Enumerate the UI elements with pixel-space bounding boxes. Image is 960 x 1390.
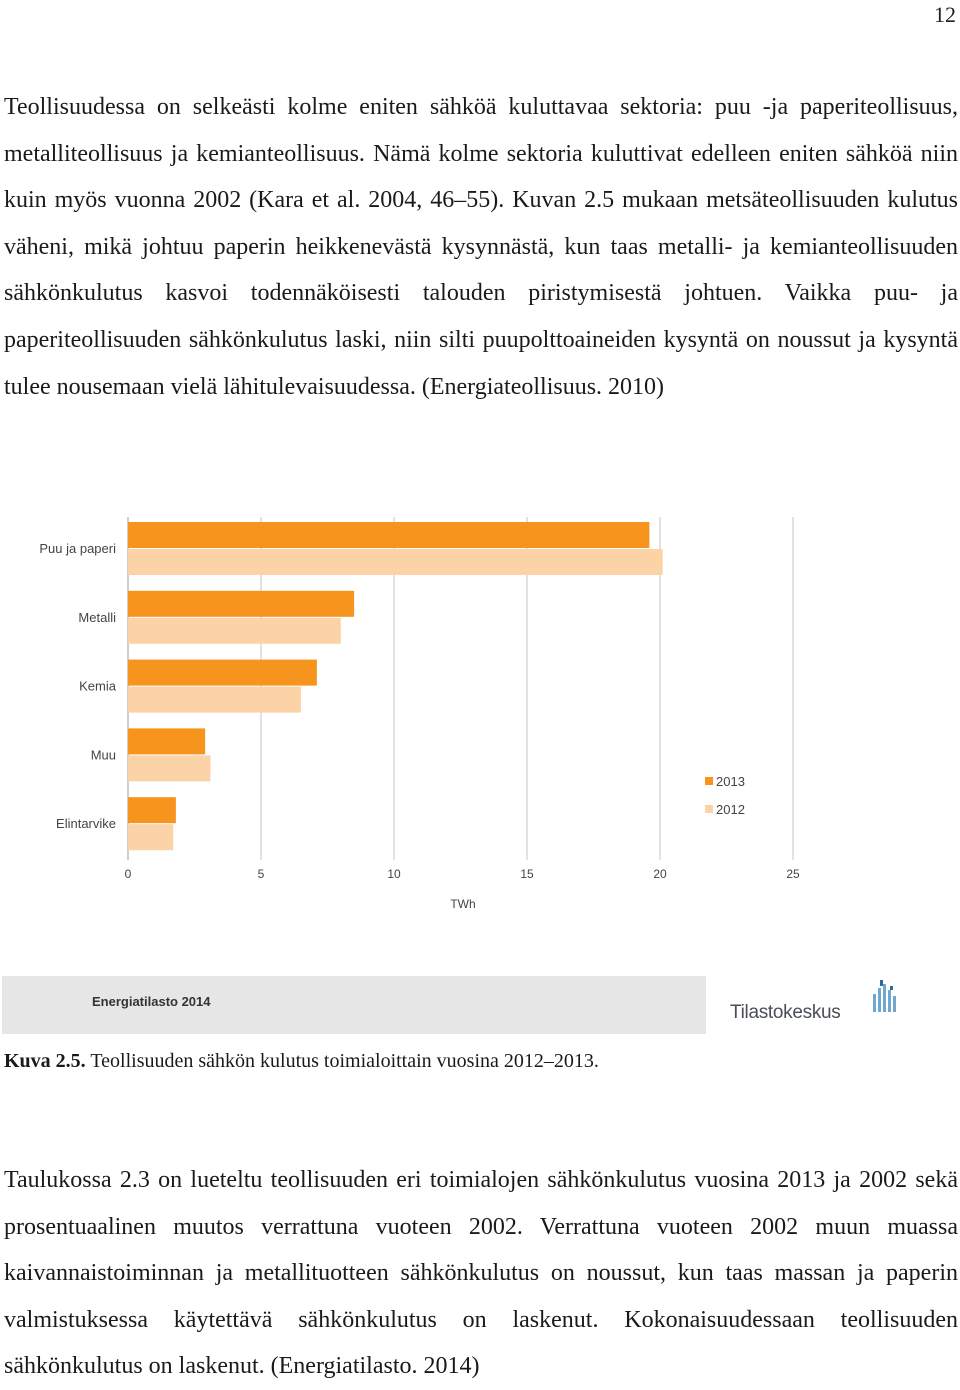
bar-chart xyxy=(0,505,960,945)
bar-2012 xyxy=(128,687,301,713)
chart-source: Energiatilasto 2014 xyxy=(92,994,211,1009)
category-label: Metalli xyxy=(78,609,116,625)
legend-swatch xyxy=(705,777,713,785)
x-tick-label: 15 xyxy=(520,867,534,881)
bar-2012 xyxy=(128,824,173,850)
page-number: 12 xyxy=(934,2,956,27)
figure-caption xyxy=(4,1050,599,1073)
bar-2013 xyxy=(128,797,176,823)
x-tick-label: 20 xyxy=(653,867,667,881)
bar-2013 xyxy=(128,522,649,548)
x-tick-label: 0 xyxy=(124,867,132,881)
category-label: Elintarvike xyxy=(56,816,116,832)
tilastokeskus-logo xyxy=(730,980,900,1026)
paragraph-intro: Teollisuudessa on selkeästi kolme eniten sähköä kuluttavaa sektoria: puu -ja paperiteollisuus, metalliteollisuus ja kemianteollisuus. Nämä kolme sektoria kuluttivat edelleen eniten sähköä niin kuin myös vuonna 2002 (Kara et al. 2004, 46–55). Kuvan 2.5 mukaan metsäteollisuuden kulutus väheni, mikä johtuu paperin heikkenevästä kysynnästä, kun taas metalli- ja kemianteollisuuden sähkönkulutus kasvoi todennäköisesti talouden piristymisestä johtuen. Vaikka puu- ja paperiteollisuuden sähkönkulutus laski, niin silti puupolttoaineiden kysyntä on noussut ja kysyntä tulee nousemaan vielä lähitulevaisuudessa. (Energiateollisuus. 2010) xyxy=(4,94,958,400)
x-tick-label: 10 xyxy=(387,867,401,881)
caption-text: Teollisuuden sähkön kulutus toimialoittain vuosina 2012–2013. xyxy=(85,1050,599,1072)
legend-swatch xyxy=(705,805,713,813)
category-label: Puu ja paperi xyxy=(39,541,116,556)
category-label: Muu xyxy=(90,747,116,763)
logo-text: Tilastokeskus xyxy=(730,1002,841,1023)
bar-2012 xyxy=(128,755,210,781)
paragraph-table-intro: Taulukossa 2.3 on lueteltu teollisuuden eri toimialojen sähkönkulutus vuosina 2013 ja 2002 sekä prosentuaalinen muutos verrattuna vuoteen 2002. Verrattuna vuoteen 2002 muun muassa kaivannaistoiminnan ja metallituotteen sähkönkulutus on noussut, kun taas massan ja paperin valmistuksessa käytettävä sähkönkulutus on laskenut. Kokonaisuudessaan teollisuuden sähkönkulutus on laskenut. (Energiatilasto. 2014) xyxy=(4,1167,958,1380)
bar-2013 xyxy=(128,728,205,754)
caption-label: Kuva 2.5. xyxy=(4,1050,86,1072)
category-label: Kemia xyxy=(79,678,116,694)
bar-2013 xyxy=(128,591,354,617)
chart-svg xyxy=(0,505,960,945)
bar-2013 xyxy=(128,660,317,686)
legend-label: 2012 xyxy=(716,802,745,817)
bar-2012 xyxy=(128,618,341,644)
bar-2012 xyxy=(128,549,663,575)
x-tick-label: 25 xyxy=(786,867,800,881)
legend-label: 2013 xyxy=(716,774,745,789)
x-axis-label: TWh xyxy=(450,897,476,911)
x-tick-label: 5 xyxy=(257,867,265,881)
